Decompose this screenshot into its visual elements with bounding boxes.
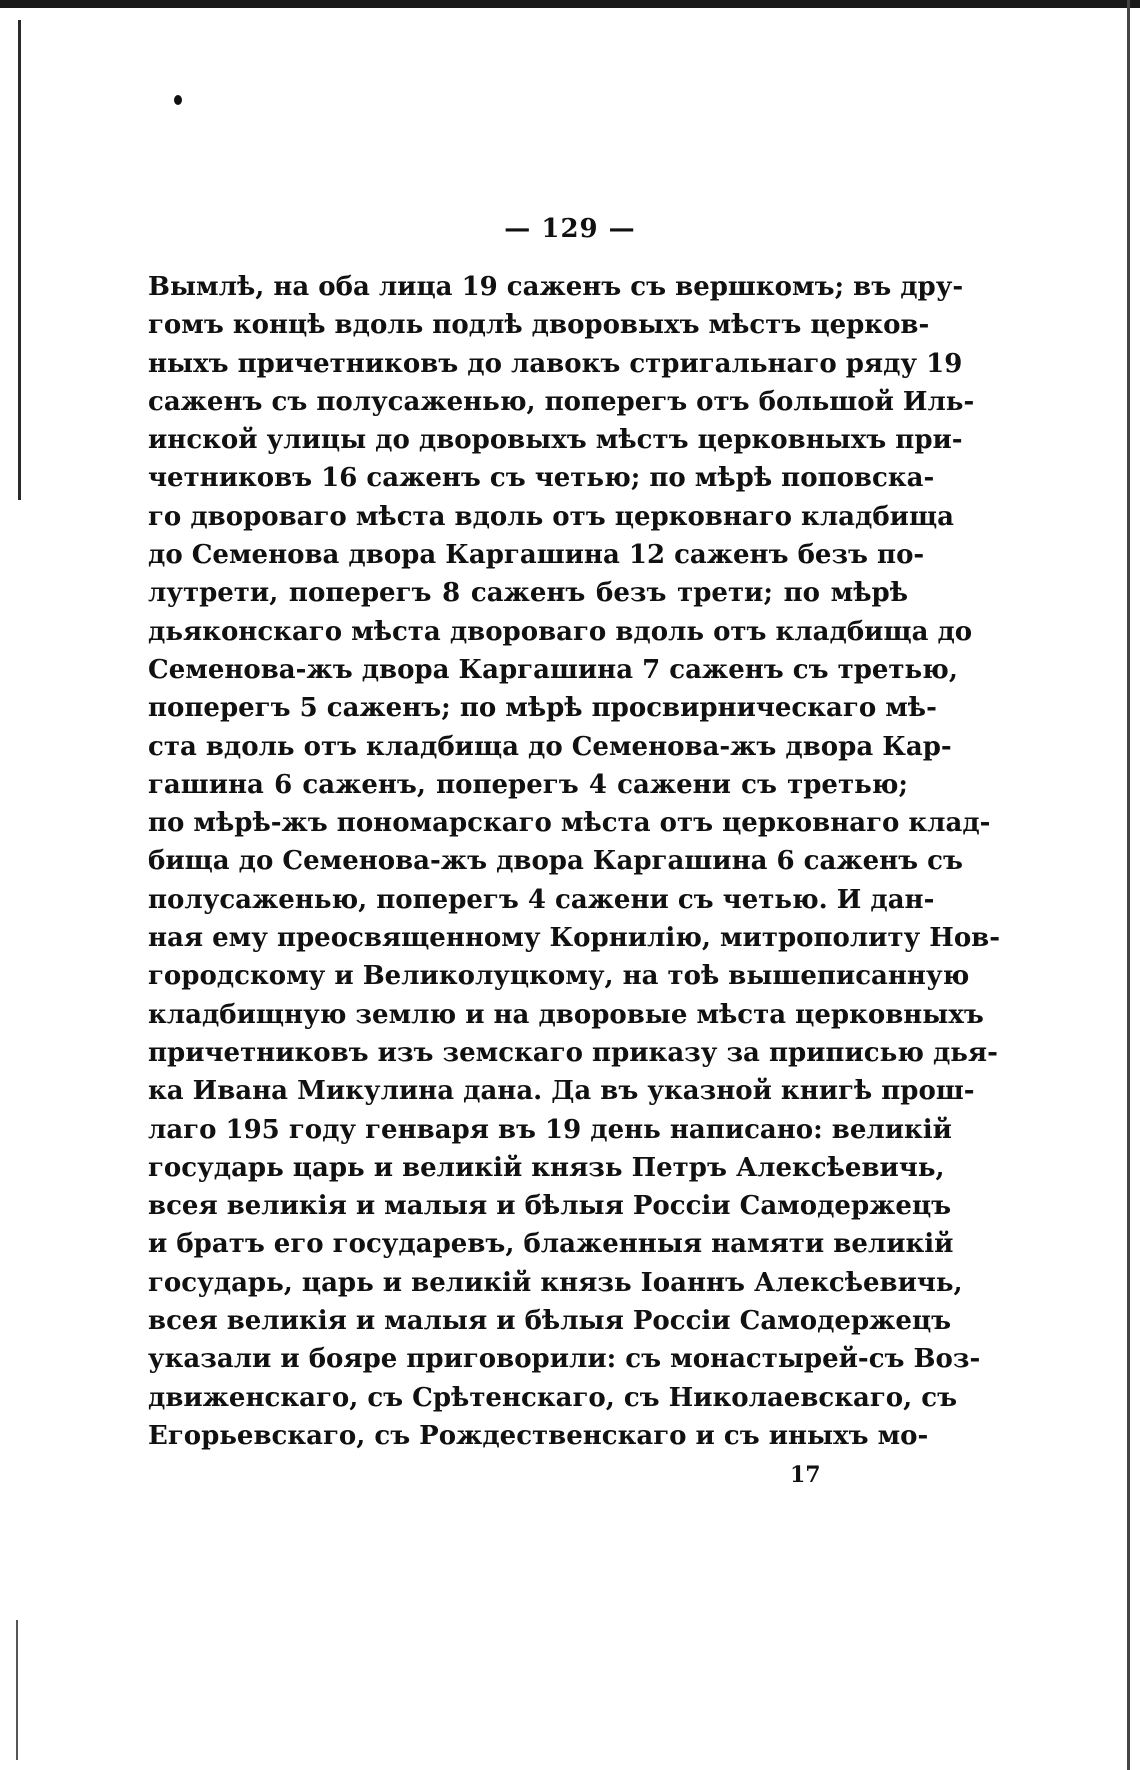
text-line: ста вдоль отъ кладбища до Семенова-жъ двора Кар- [148,731,952,762]
text-line: Вымлѣ, на оба лица 19 саженъ съ вершкомъ; въ дру- [148,272,964,302]
text-line: причетниковъ изъ земскаго приказу за приписью дья- [148,1037,998,1068]
text-line: инской улицы до дворовыхъ мѣстъ церковныхъ при- [148,425,963,456]
text-line: ныхъ причетниковъ до лавокъ стригальнаго ряду 19 [148,348,963,379]
text-line: Егорьевскаго, съ Рождественскаго и съ иныхъ мо- [148,1420,929,1451]
text-line: до Семенова двора Каргашина 12 саженъ безъ по- [148,540,925,571]
text-line: кладбищную землю и на дворовые мѣста церковныхъ [148,999,984,1030]
text-line: поперегъ 5 саженъ; по мѣрѣ просвирническаго мѣ- [148,693,937,724]
signature-mark: 17 [790,1462,821,1488]
text-line: дьяконскаго мѣста двороваго вдоль отъ кладбища до [148,616,973,647]
text-line: и братъ его государевъ, блаженныя намяти великій [148,1229,954,1260]
text-line: указали и бояре приговорили: съ монастырей-съ Воз- [148,1344,981,1375]
scan-edge-left-lower [16,1620,18,1760]
text-line: ка Ивана Микулина дана. Да въ указной книгѣ прош- [148,1076,975,1107]
text-line: гомъ концѣ вдоль подлѣ дворовыхъ мѣстъ церков- [148,310,930,341]
text-line: городскому и Великолуцкому, на тоѣ вышеписанную [148,961,970,992]
text-line: всея великія и малыя и бѣлыя Россіи Самодержецъ [148,1306,952,1337]
body-text [148,268,1001,1455]
text-line: движенскаго, съ Срѣтенскаго, съ Николаевскаго, съ [148,1382,958,1413]
text-line: по мѣрѣ-жъ пономарскаго мѣста отъ церковнаго клад- [148,808,991,839]
scan-edge-left [18,20,21,500]
text-line: лутрети, поперегъ 8 саженъ безъ трети; по мѣрѣ [148,578,908,609]
scan-edge-right [1127,0,1130,1770]
text-line: государь царь и великій князь Петръ Алексѣевичь, [148,1152,945,1183]
ink-speck [174,95,182,105]
text-line: Семенова-жъ двора Каргашина 7 саженъ съ третью, [148,654,958,685]
text-line: гашина 6 саженъ, поперегъ 4 сажени съ третью; [148,769,908,800]
text-line: го двороваго мѣста вдоль отъ церковнаго кладбища [148,501,954,532]
text-line: государь, царь и великій князь Іоаннъ Алексѣевичь, [148,1267,963,1298]
page-number: — 129 — [504,214,636,244]
scan-edge-top [0,0,1140,8]
text-line: четниковъ 16 саженъ съ четью; по мѣрѣ поповска- [148,463,935,494]
text-line: всея великія и малыя и бѣлыя Россіи Самодержецъ [148,1191,952,1222]
text-line: полусаженью, поперегъ 4 сажени съ четью. И дан- [148,884,935,915]
text-line: лаго 195 году генваря въ 19 день написано: великій [148,1114,952,1145]
text-line: бища до Семенова-жъ двора Каргашина 6 саженъ съ [148,846,963,877]
text-line: ная ему преосвященному Корнилію, митрополиту Нов- [148,923,1001,954]
text-line: саженъ съ полусаженью, поперегъ отъ большой Иль- [148,386,975,417]
